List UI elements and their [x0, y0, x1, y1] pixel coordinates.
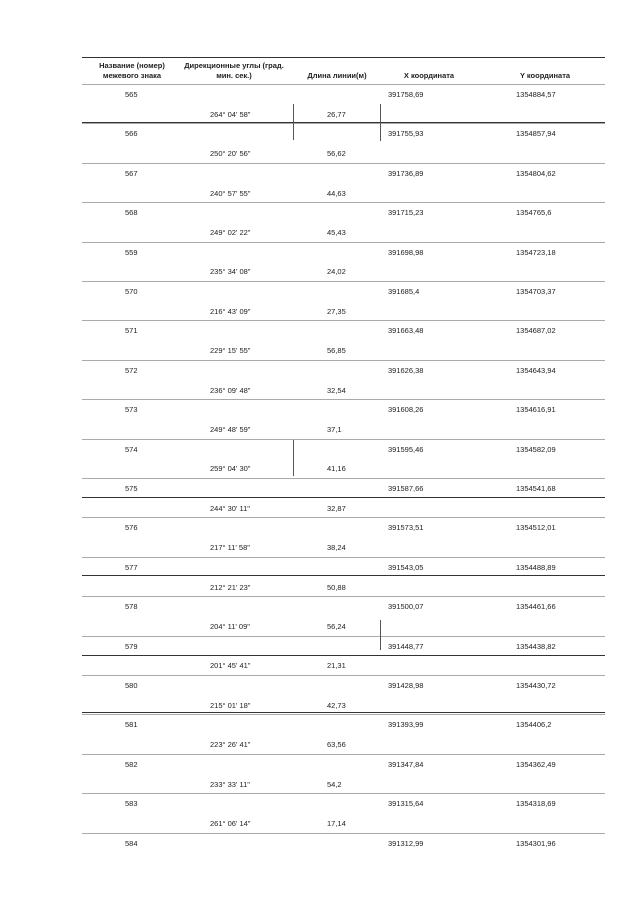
line-length: 45,43 [327, 227, 346, 237]
y-coordinate: 1354857,94 [516, 129, 556, 139]
line-length: 63,56 [327, 740, 346, 750]
line-length: 54,2 [327, 779, 342, 789]
y-coordinate: 1354723,18 [516, 247, 556, 257]
line-length: 42,73 [327, 700, 346, 710]
row-rule [82, 281, 605, 282]
row-rule [82, 793, 605, 794]
line-length: 56,62 [327, 149, 346, 159]
direction-angle: 236° 09' 48" [210, 385, 251, 395]
x-coordinate: 391715,23 [388, 208, 424, 218]
x-coordinate: 391500,07 [388, 602, 424, 612]
line-length: 38,24 [327, 543, 346, 553]
direction-angle: 233° 33' 11" [210, 779, 250, 789]
direction-angle: 201° 45' 41" [210, 661, 251, 671]
line-length: 32,87 [327, 503, 346, 513]
header-angle: Дирекционные углы (град. мин. сек.) [184, 61, 284, 80]
point-number: 566 [125, 129, 138, 139]
point-number: 570 [125, 287, 138, 296]
direction-angle: 240° 57' 55" [210, 188, 251, 198]
point-number: 577 [125, 562, 138, 572]
row-rule [82, 84, 605, 85]
y-coordinate: 1354430,72 [516, 681, 556, 690]
x-coordinate: 391428,98 [388, 681, 424, 690]
row-rule [82, 675, 605, 676]
direction-angle: 204° 11' 09" [210, 621, 250, 631]
line-length: 21,31 [327, 661, 346, 671]
point-number: 571 [125, 326, 138, 336]
x-coordinate: 391698,98 [388, 247, 424, 257]
y-coordinate: 1354804,62 [516, 168, 556, 178]
row-rule [82, 360, 605, 361]
line-length: 41,16 [327, 464, 346, 474]
line-length: 44,63 [327, 188, 346, 198]
point-number: 567 [125, 168, 138, 178]
line-length: 50,88 [327, 582, 346, 592]
y-coordinate: 1354643,94 [516, 365, 556, 375]
point-number: 584 [125, 838, 138, 848]
row-rule [82, 439, 605, 440]
x-coordinate: 391595,46 [388, 444, 424, 454]
direction-angle: 212° 21' 23" [210, 582, 251, 592]
point-number: 565 [125, 90, 138, 99]
line-length: 56,24 [327, 621, 346, 631]
point-number: 574 [125, 444, 138, 454]
y-coordinate: 1354703,37 [516, 287, 556, 296]
row-rule-dark [82, 655, 605, 656]
point-number: 576 [125, 523, 138, 533]
y-coordinate: 1354438,82 [516, 641, 556, 651]
row-rule [82, 833, 605, 834]
line-length: 27,35 [327, 306, 346, 316]
x-coordinate: 391626,38 [388, 365, 424, 375]
x-coordinate: 391393,99 [388, 720, 424, 730]
point-number: 568 [125, 208, 138, 218]
x-coordinate: 391448,77 [388, 641, 424, 651]
point-number: 575 [125, 484, 138, 493]
x-coordinate: 391573,51 [388, 523, 424, 533]
row-rule-dark [82, 122, 605, 123]
column-rule [293, 104, 294, 140]
point-number: 579 [125, 641, 138, 651]
x-coordinate: 391587,66 [388, 484, 424, 493]
row-rule [82, 202, 605, 203]
header-x: X координата [403, 71, 455, 80]
y-coordinate: 1354318,69 [516, 799, 556, 809]
direction-angle: 223° 26' 41" [210, 740, 251, 750]
direction-angle: 249° 48' 59" [210, 424, 251, 434]
header-length: Длина линии(м) [307, 71, 367, 80]
x-coordinate: 391755,93 [388, 129, 424, 139]
direction-angle: 264° 04' 58" [210, 109, 251, 119]
column-rule [380, 620, 381, 650]
x-coordinate: 391758,69 [388, 90, 424, 99]
header-name: Название (номер) межевого знака [99, 61, 165, 80]
row-rule [82, 714, 605, 715]
line-length: 32,54 [327, 385, 346, 395]
y-coordinate: 1354488,89 [516, 562, 556, 572]
direction-angle: 235° 34' 08" [210, 267, 251, 277]
row-rule [82, 478, 605, 479]
y-coordinate: 1354582,09 [516, 444, 556, 454]
line-length: 24,02 [327, 267, 346, 277]
point-number: 580 [125, 681, 138, 690]
x-coordinate: 391543,05 [388, 562, 424, 572]
row-rule-dark [82, 497, 605, 498]
line-length: 56,85 [327, 346, 346, 356]
row-rule [82, 320, 605, 321]
column-rule [293, 440, 294, 476]
x-coordinate: 391347,84 [388, 759, 424, 769]
y-coordinate: 1354765,6 [516, 208, 552, 218]
line-length: 37,1 [327, 424, 342, 434]
direction-angle: 259° 04' 30" [210, 464, 251, 474]
row-rule [82, 636, 605, 637]
direction-angle: 215° 01' 18" [210, 700, 251, 710]
column-rule [380, 123, 381, 141]
y-coordinate: 1354362,49 [516, 759, 556, 769]
point-number: 572 [125, 365, 138, 375]
y-coordinate: 1354406,2 [516, 720, 552, 730]
line-length: 17,14 [327, 818, 346, 828]
x-coordinate: 391685,4 [388, 287, 420, 296]
direction-angle: 217° 11' 58" [210, 543, 250, 553]
y-coordinate: 1354461,66 [516, 602, 556, 612]
row-rule [82, 557, 605, 558]
direction-angle: 250° 20' 56" [210, 149, 251, 159]
direction-angle: 244° 30' 11" [210, 503, 250, 513]
point-number: 583 [125, 799, 138, 809]
row-rule [82, 163, 605, 164]
direction-angle: 261° 06' 14" [210, 818, 251, 828]
row-rule [82, 123, 605, 124]
x-coordinate: 391736,89 [388, 168, 424, 178]
table-top-border [82, 57, 605, 58]
y-coordinate: 1354616,91 [516, 405, 556, 415]
row-rule-dark [82, 712, 605, 713]
x-coordinate: 391608,26 [388, 405, 424, 415]
header-y: Y координата [519, 71, 571, 80]
y-coordinate: 1354884,57 [516, 90, 556, 99]
direction-angle: 216° 43' 09" [210, 306, 251, 316]
line-length: 26,77 [327, 109, 346, 119]
point-number: 582 [125, 759, 138, 769]
row-rule [82, 242, 605, 243]
direction-angle: 229° 15' 55" [210, 346, 251, 356]
point-number: 573 [125, 405, 138, 415]
y-coordinate: 1354301,96 [516, 838, 556, 848]
x-coordinate: 391663,48 [388, 326, 424, 336]
y-coordinate: 1354687,02 [516, 326, 556, 336]
row-rule [82, 754, 605, 755]
y-coordinate: 1354541,68 [516, 484, 556, 493]
row-rule [82, 517, 605, 518]
point-number: 559 [125, 247, 138, 257]
row-rule-dark [82, 575, 605, 576]
direction-angle: 249° 02' 22" [210, 227, 251, 237]
y-coordinate: 1354512,01 [516, 523, 556, 533]
point-number: 578 [125, 602, 138, 612]
x-coordinate: 391312,99 [388, 838, 424, 848]
row-rule [82, 399, 605, 400]
x-coordinate: 391315,64 [388, 799, 424, 809]
point-number: 581 [125, 720, 138, 730]
row-rule [82, 596, 605, 597]
